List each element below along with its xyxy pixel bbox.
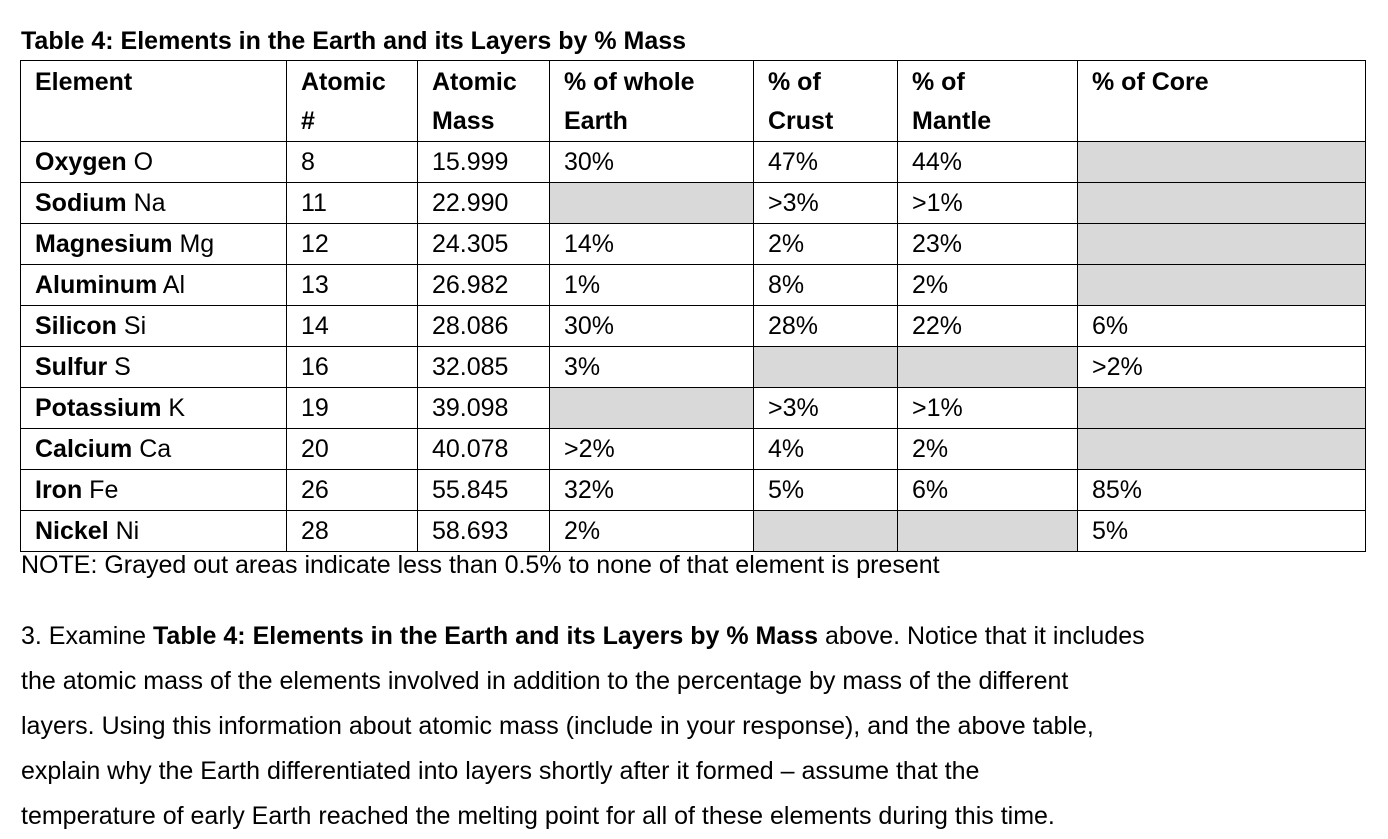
element-cell [21, 306, 287, 347]
whole-earth-cell: >2% [550, 429, 754, 470]
element-symbol: Mg [179, 230, 215, 258]
whole-earth-cell: 32% [550, 470, 754, 511]
mantle-cell: 23% [898, 224, 1078, 265]
header-atomic-mass: Atomic Mass [418, 61, 550, 142]
mantle-cell: >1% [898, 388, 1078, 429]
table-body [21, 142, 1366, 552]
core-cell [1078, 429, 1366, 470]
table-note: NOTE: Grayed out areas indicate less than 0.5% to none of that element is present [21, 551, 940, 579]
whole-earth-cell [550, 388, 754, 429]
element-symbol: Na [133, 189, 166, 217]
core-cell: >2% [1078, 347, 1366, 388]
element-cell [21, 347, 287, 388]
whole-earth-cell: 1% [550, 265, 754, 306]
atomic-number-cell: 19 [287, 388, 418, 429]
whole-earth-cell: 14% [550, 224, 754, 265]
element-name: Aluminum [35, 271, 158, 299]
table-row [21, 347, 1366, 388]
element-name: Sulfur [35, 353, 108, 381]
element-name: Potassium [35, 394, 162, 422]
header-crust: % of Crust [754, 61, 898, 142]
element-name: Calcium [35, 435, 133, 463]
table-row [21, 265, 1366, 306]
element-name: Nickel [35, 517, 109, 545]
whole-earth-cell: 3% [550, 347, 754, 388]
atomic-mass-cell: 26.982 [418, 265, 550, 306]
core-cell [1078, 388, 1366, 429]
element-cell [21, 265, 287, 306]
crust-cell: >3% [754, 183, 898, 224]
element-symbol: S [114, 353, 131, 381]
header-mantle: % of Mantle [898, 61, 1078, 142]
element-name: Oxygen [35, 148, 127, 176]
element-symbol: Al [162, 271, 186, 299]
mantle-cell: 22% [898, 306, 1078, 347]
element-name: Magnesium [35, 230, 173, 258]
atomic-number-cell: 28 [287, 511, 418, 552]
core-cell: 85% [1078, 470, 1366, 511]
core-cell [1078, 265, 1366, 306]
question-line-5: temperature of early Earth reached the melting point for all of these elements during this time. [21, 802, 1055, 830]
atomic-number-cell: 16 [287, 347, 418, 388]
crust-cell [754, 347, 898, 388]
whole-earth-cell: 30% [550, 306, 754, 347]
crust-cell: 2% [754, 224, 898, 265]
element-cell [21, 224, 287, 265]
header-whole-earth: % of whole Earth [550, 61, 754, 142]
table-row [21, 142, 1366, 183]
table-row [21, 306, 1366, 347]
atomic-number-cell: 12 [287, 224, 418, 265]
table-row [21, 388, 1366, 429]
atomic-number-cell: 13 [287, 265, 418, 306]
element-symbol: O [133, 148, 154, 176]
element-cell [21, 142, 287, 183]
atomic-mass-cell: 15.999 [418, 142, 550, 183]
mantle-cell: >1% [898, 183, 1078, 224]
core-cell: 6% [1078, 306, 1366, 347]
question-line-3: layers. Using this information about atomic mass (include in your response), and the above table, [21, 712, 1094, 740]
element-symbol: Ni [115, 517, 140, 545]
element-symbol: K [168, 394, 186, 422]
element-cell [21, 470, 287, 511]
table-row [21, 224, 1366, 265]
element-cell [21, 429, 287, 470]
table-row [21, 183, 1366, 224]
question-line-1: 3. Examine Table 4: Elements in the Earth and its Layers by % Mass above. Notice that it includes [21, 622, 1145, 650]
atomic-mass-cell: 28.086 [418, 306, 550, 347]
question-table-reference: Table 4: Elements in the Earth and its Layers by % Mass [153, 622, 819, 650]
atomic-number-cell: 14 [287, 306, 418, 347]
element-cell [21, 183, 287, 224]
question-line-2: the atomic mass of the elements involved in addition to the percentage by mass of the different [21, 667, 1069, 695]
header-core: % of Core [1078, 61, 1366, 142]
header-row [21, 61, 1366, 142]
crust-cell: 47% [754, 142, 898, 183]
table-row [21, 470, 1366, 511]
atomic-mass-cell: 24.305 [418, 224, 550, 265]
atomic-number-cell: 26 [287, 470, 418, 511]
element-symbol: Ca [139, 435, 172, 463]
atomic-number-cell: 20 [287, 429, 418, 470]
whole-earth-cell: 2% [550, 511, 754, 552]
header-element: Element [21, 61, 287, 142]
atomic-mass-cell: 58.693 [418, 511, 550, 552]
element-symbol: Fe [89, 476, 119, 504]
header-atomic-number: Atomic # [287, 61, 418, 142]
elements-table [20, 60, 1366, 552]
core-cell: 5% [1078, 511, 1366, 552]
atomic-mass-cell: 39.098 [418, 388, 550, 429]
atomic-mass-cell: 22.990 [418, 183, 550, 224]
crust-cell: >3% [754, 388, 898, 429]
atomic-number-cell: 11 [287, 183, 418, 224]
mantle-cell: 2% [898, 429, 1078, 470]
crust-cell: 28% [754, 306, 898, 347]
mantle-cell: 6% [898, 470, 1078, 511]
element-name: Iron [35, 476, 83, 504]
crust-cell: 4% [754, 429, 898, 470]
atomic-mass-cell: 40.078 [418, 429, 550, 470]
mantle-cell: 44% [898, 142, 1078, 183]
element-cell [21, 388, 287, 429]
atomic-number-cell: 8 [287, 142, 418, 183]
core-cell [1078, 224, 1366, 265]
atomic-mass-cell: 32.085 [418, 347, 550, 388]
crust-cell: 8% [754, 265, 898, 306]
table-caption: Table 4: Elements in the Earth and its Layers by % Mass [21, 27, 687, 55]
element-symbol: Si [123, 312, 147, 340]
crust-cell: 5% [754, 470, 898, 511]
core-cell [1078, 183, 1366, 224]
element-name: Sodium [35, 189, 127, 217]
table-row [21, 429, 1366, 470]
mantle-cell: 2% [898, 265, 1078, 306]
question-3 [21, 614, 1361, 839]
mantle-cell [898, 347, 1078, 388]
element-name: Silicon [35, 312, 117, 340]
core-cell [1078, 142, 1366, 183]
atomic-mass-cell: 55.845 [418, 470, 550, 511]
whole-earth-cell [550, 183, 754, 224]
whole-earth-cell: 30% [550, 142, 754, 183]
question-line-4: explain why the Earth differentiated into layers shortly after it formed – assume that the [21, 757, 980, 785]
